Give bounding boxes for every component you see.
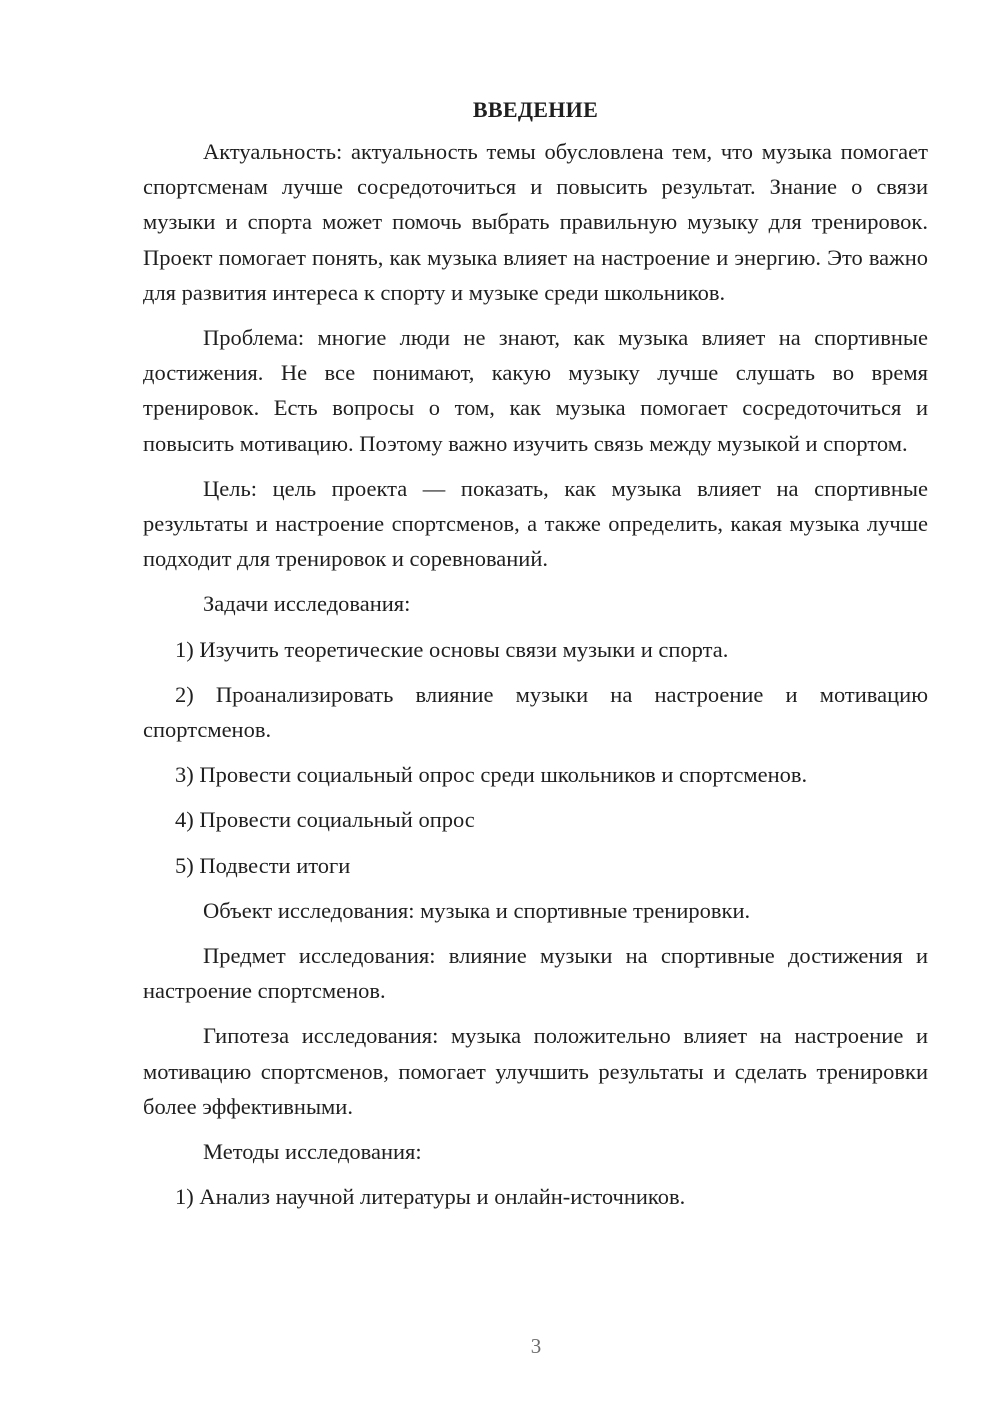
subject-paragraph: Предмет исследования: влияние музыки на спортивные достижения и настроение спортсменов.: [143, 943, 928, 1004]
section-title: ВВЕДЕНИЕ: [472, 97, 599, 122]
task-item-3: 3) Провести социальный опрос среди школьников и спортсменов.: [175, 762, 808, 788]
relevance-paragraph: Актуальность: актуальность темы обусловлена тем, что музыка помогает спортсменам лучше сосредоточиться и повысить результат. Знание о связи музыки и спорта может помочь выбрать правильную музыку для тренировок. Проект помогает понять, как музыка влияет на настроение и энергию. Это важно для развития интереса к спорту и музыке среди школьников.: [143, 139, 928, 305]
document-page: [143, 92, 928, 1224]
problem-paragraph: Проблема: многие люди не знают, как музыка влияет на спортивные достижения. Не все понимают, какую музыку лучше слушать во время тренировок. Есть вопросы о том, как музыка помогает сосредоточиться и повысить мотивацию. Поэтому важно изучить связь между музыкой и спортом.: [143, 325, 928, 456]
object-paragraph: Объект исследования: музыка и спортивные тренировки.: [203, 897, 751, 923]
methods-heading: Методы исследования:: [203, 1139, 422, 1165]
method-item-1: 1) Анализ научной литературы и онлайн-источников.: [175, 1184, 686, 1210]
task-item-5: 5) Подвести итоги: [175, 852, 351, 878]
hypothesis-paragraph: Гипотеза исследования: музыка положительно влияет на настроение и мотивацию спортсменов, помогает улучшить результаты и сделать тренировки более эффективными.: [143, 1023, 928, 1119]
page-number: 3: [530, 1334, 542, 1358]
task-item-1: 1) Изучить теоретические основы связи музыки и спорта.: [175, 636, 729, 662]
task-item-2: 2) Проанализировать влияние музыки на настроение и мотивацию спортсменов.: [143, 681, 928, 743]
task-item-4: 4) Провести социальный опрос: [175, 807, 475, 833]
tasks-heading: Задачи исследования:: [203, 591, 411, 617]
goal-paragraph: Цель: цель проекта — показать, как музыка влияет на спортивные результаты и настроение спортсменов, а также определить, какая музыка лучше подходит для тренировок и соревнований.: [143, 475, 928, 572]
